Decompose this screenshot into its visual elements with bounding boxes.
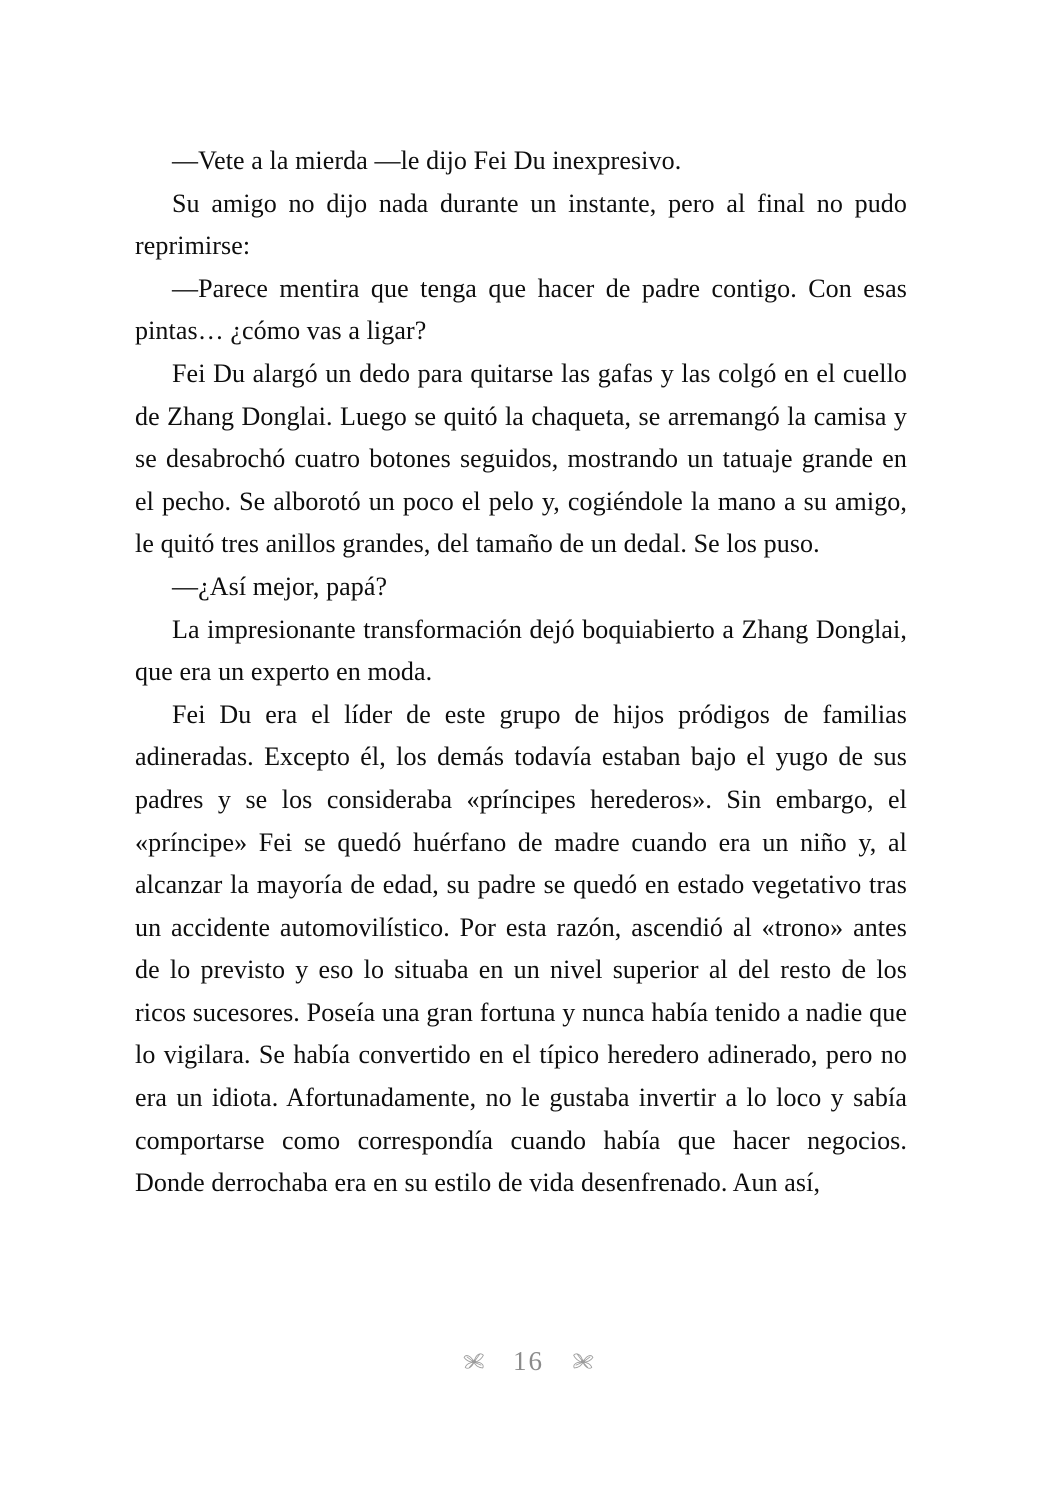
paragraph-4: Fei Du alargó un dedo para quitarse las gafas y las colgó en el cuello de Zhang Donglai. Luego se quitó la chaqueta, se arremangó la camisa y se desabrochó cuatro botones seguidos, mostrando un tatuaje grande en el pecho. Se alborotó un poco el pelo y, cogiéndole la mano a su amigo, le quitó tres anillos grandes, del tamaño de un dedal. Se los puso. bbox=[135, 358, 907, 559]
paragraph-dialogue-3: —Parece mentira que tenga que hacer de padre contigo. Con esas pintas… ¿cómo vas a ligar? bbox=[135, 273, 907, 346]
paragraph-2: Su amigo no dijo nada durante un instante, pero al final no pudo reprimirse: bbox=[135, 188, 907, 261]
paragraph-dialogue-5: —¿Así mejor, papá? bbox=[172, 571, 388, 601]
paragraph-7: Fei Du era el líder de este grupo de hijos pródigos de familias adineradas. Excepto él, los demás todavía estaban bajo el yugo de sus padres y se los consideraba «príncipes herederos». Sin embargo, el «príncipe» Fei se quedó huérfano de madre cuando era un niño y, al alcanzar la mayoría de edad, su padre se quedó en estado vegetativo tras un accidente automovilístico. Por esta razón, ascendió al «trono» antes de lo previsto y eso lo situaba en un nivel superior al del resto de los ricos sucesores. Poseía una gran fortuna y nunca había tenido a nadie que lo vigilara. Se había convertido en el típico heredero adinerado, pero no era un idiota. Afortunadamente, no le gustaba invertir a lo loco y sabía comportarse como correspondía cuando había que hacer negocios. Donde derrochaba era en su estilo de vida desenfrenado. Aun así, bbox=[135, 699, 907, 1198]
page-footer bbox=[0, 1338, 1057, 1384]
page-number: 16 bbox=[513, 1345, 544, 1376]
floral-ornament-right-icon bbox=[568, 1347, 598, 1375]
paragraph-dialogue-1: —Vete a la mierda —le dijo Fei Du inexpresivo. bbox=[172, 146, 682, 175]
floral-ornament-left-icon bbox=[459, 1347, 489, 1375]
paragraph-6: La impresionante transformación dejó boquiabierto a Zhang Donglai, que era un experto en moda. bbox=[135, 614, 907, 687]
page-text bbox=[135, 140, 907, 1205]
